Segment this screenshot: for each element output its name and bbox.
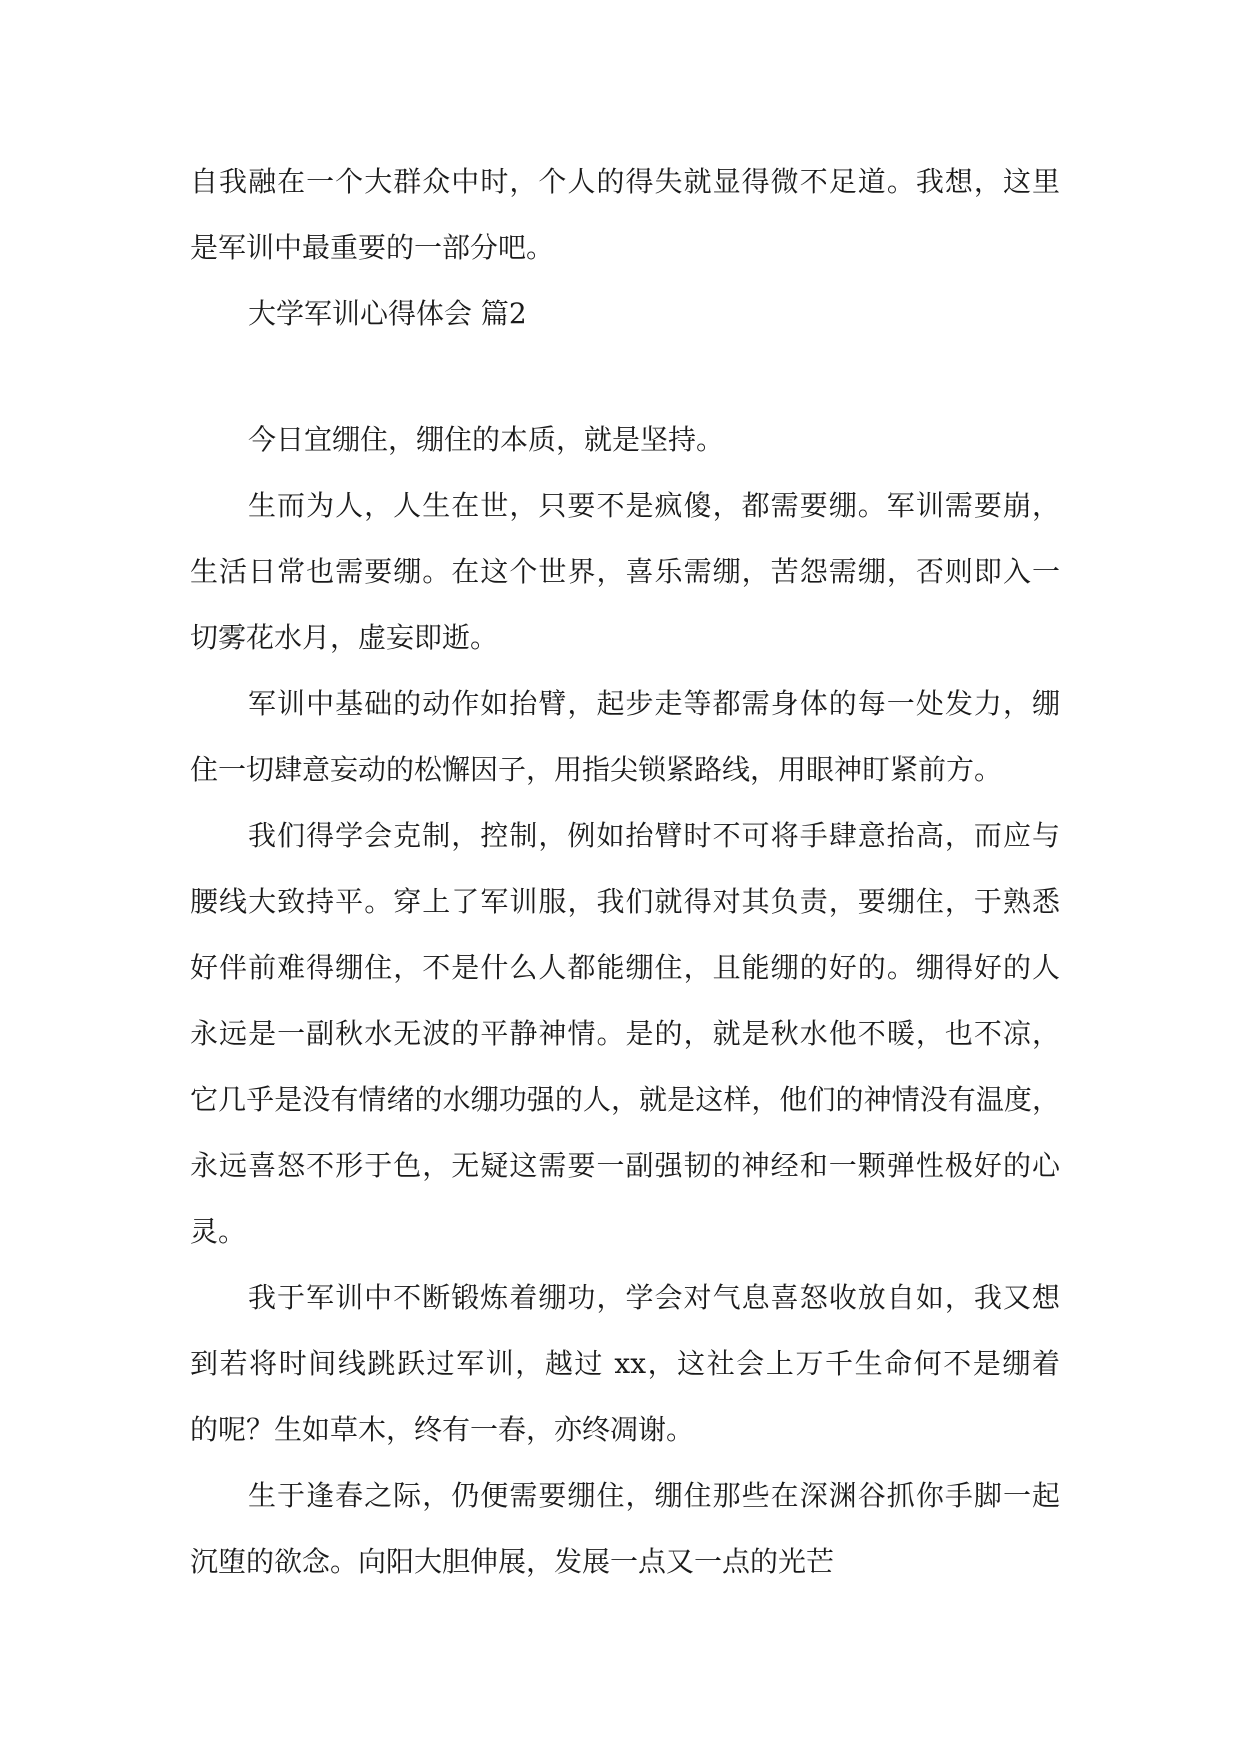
body-line: 军训中基础的动作如抬臂，起步走等都需身体的每一处发力，绷 (248, 687, 1060, 720)
body-line: 的呢？生如草木，终有一春，亦终凋谢。 (190, 1413, 695, 1446)
body-line: 灵。 (190, 1215, 247, 1248)
body-line: 生于逢春之际，仍便需要绷住，绷住那些在深渊谷抓你手脚一起 (248, 1479, 1060, 1512)
body-line: 永远是一副秋水无波的平静神情。是的，就是秋水他不暖，也不凉， (190, 1017, 1060, 1050)
body-line: 住一切肆意妄动的松懈因子，用指尖锁紧路线，用眼神盯紧前方。 (190, 753, 1003, 786)
body-line: 切雾花水月，虚妄即逝。 (190, 621, 499, 654)
body-line: 我们得学会克制，控制，例如抬臂时不可将手肆意抬高，而应与 (248, 819, 1060, 852)
body-line: 今日宜绷住，绷住的本质，就是坚持。 (248, 423, 725, 456)
body-line: 我于军训中不断锻炼着绷功，学会对气息喜怒收放自如，我又想 (248, 1281, 1060, 1314)
body-line: 好伴前难得绷住，不是什么人都能绷住，且能绷的好的。绷得好的人 (190, 951, 1060, 984)
body-line: 永远喜怒不形于色，无疑这需要一副强韧的神经和一颗弹性极好的心 (190, 1149, 1060, 1182)
body-line: 生而为人，人生在世，只要不是疯傻，都需要绷。军训需要崩， (248, 489, 1060, 522)
body-line: 是军训中最重要的一部分吧。 (190, 231, 555, 264)
body-line: 自我融在一个大群众中时，个人的得失就显得微不足道。我想，这里 (190, 165, 1060, 198)
body-line: 到若将时间线跳跃过军训，越过 xx，这社会上万千生命何不是绷着 (190, 1347, 1060, 1380)
body-line: 沉堕的欲念。向阳大胆伸展，发展一点又一点的光芒 (190, 1545, 835, 1578)
body-line: 生活日常也需要绷。在这个世界，喜乐需绷，苦怨需绷，否则即入一 (190, 555, 1060, 588)
section-heading: 大学军训心得体会 篇2 (248, 297, 527, 330)
body-line: 它几乎是没有情绪的水绷功强的人，就是这样，他们的神情没有温度， (190, 1083, 1060, 1116)
body-line: 腰线大致持平。穿上了军训服，我们就得对其负责，要绷住，于熟悉 (190, 885, 1060, 918)
